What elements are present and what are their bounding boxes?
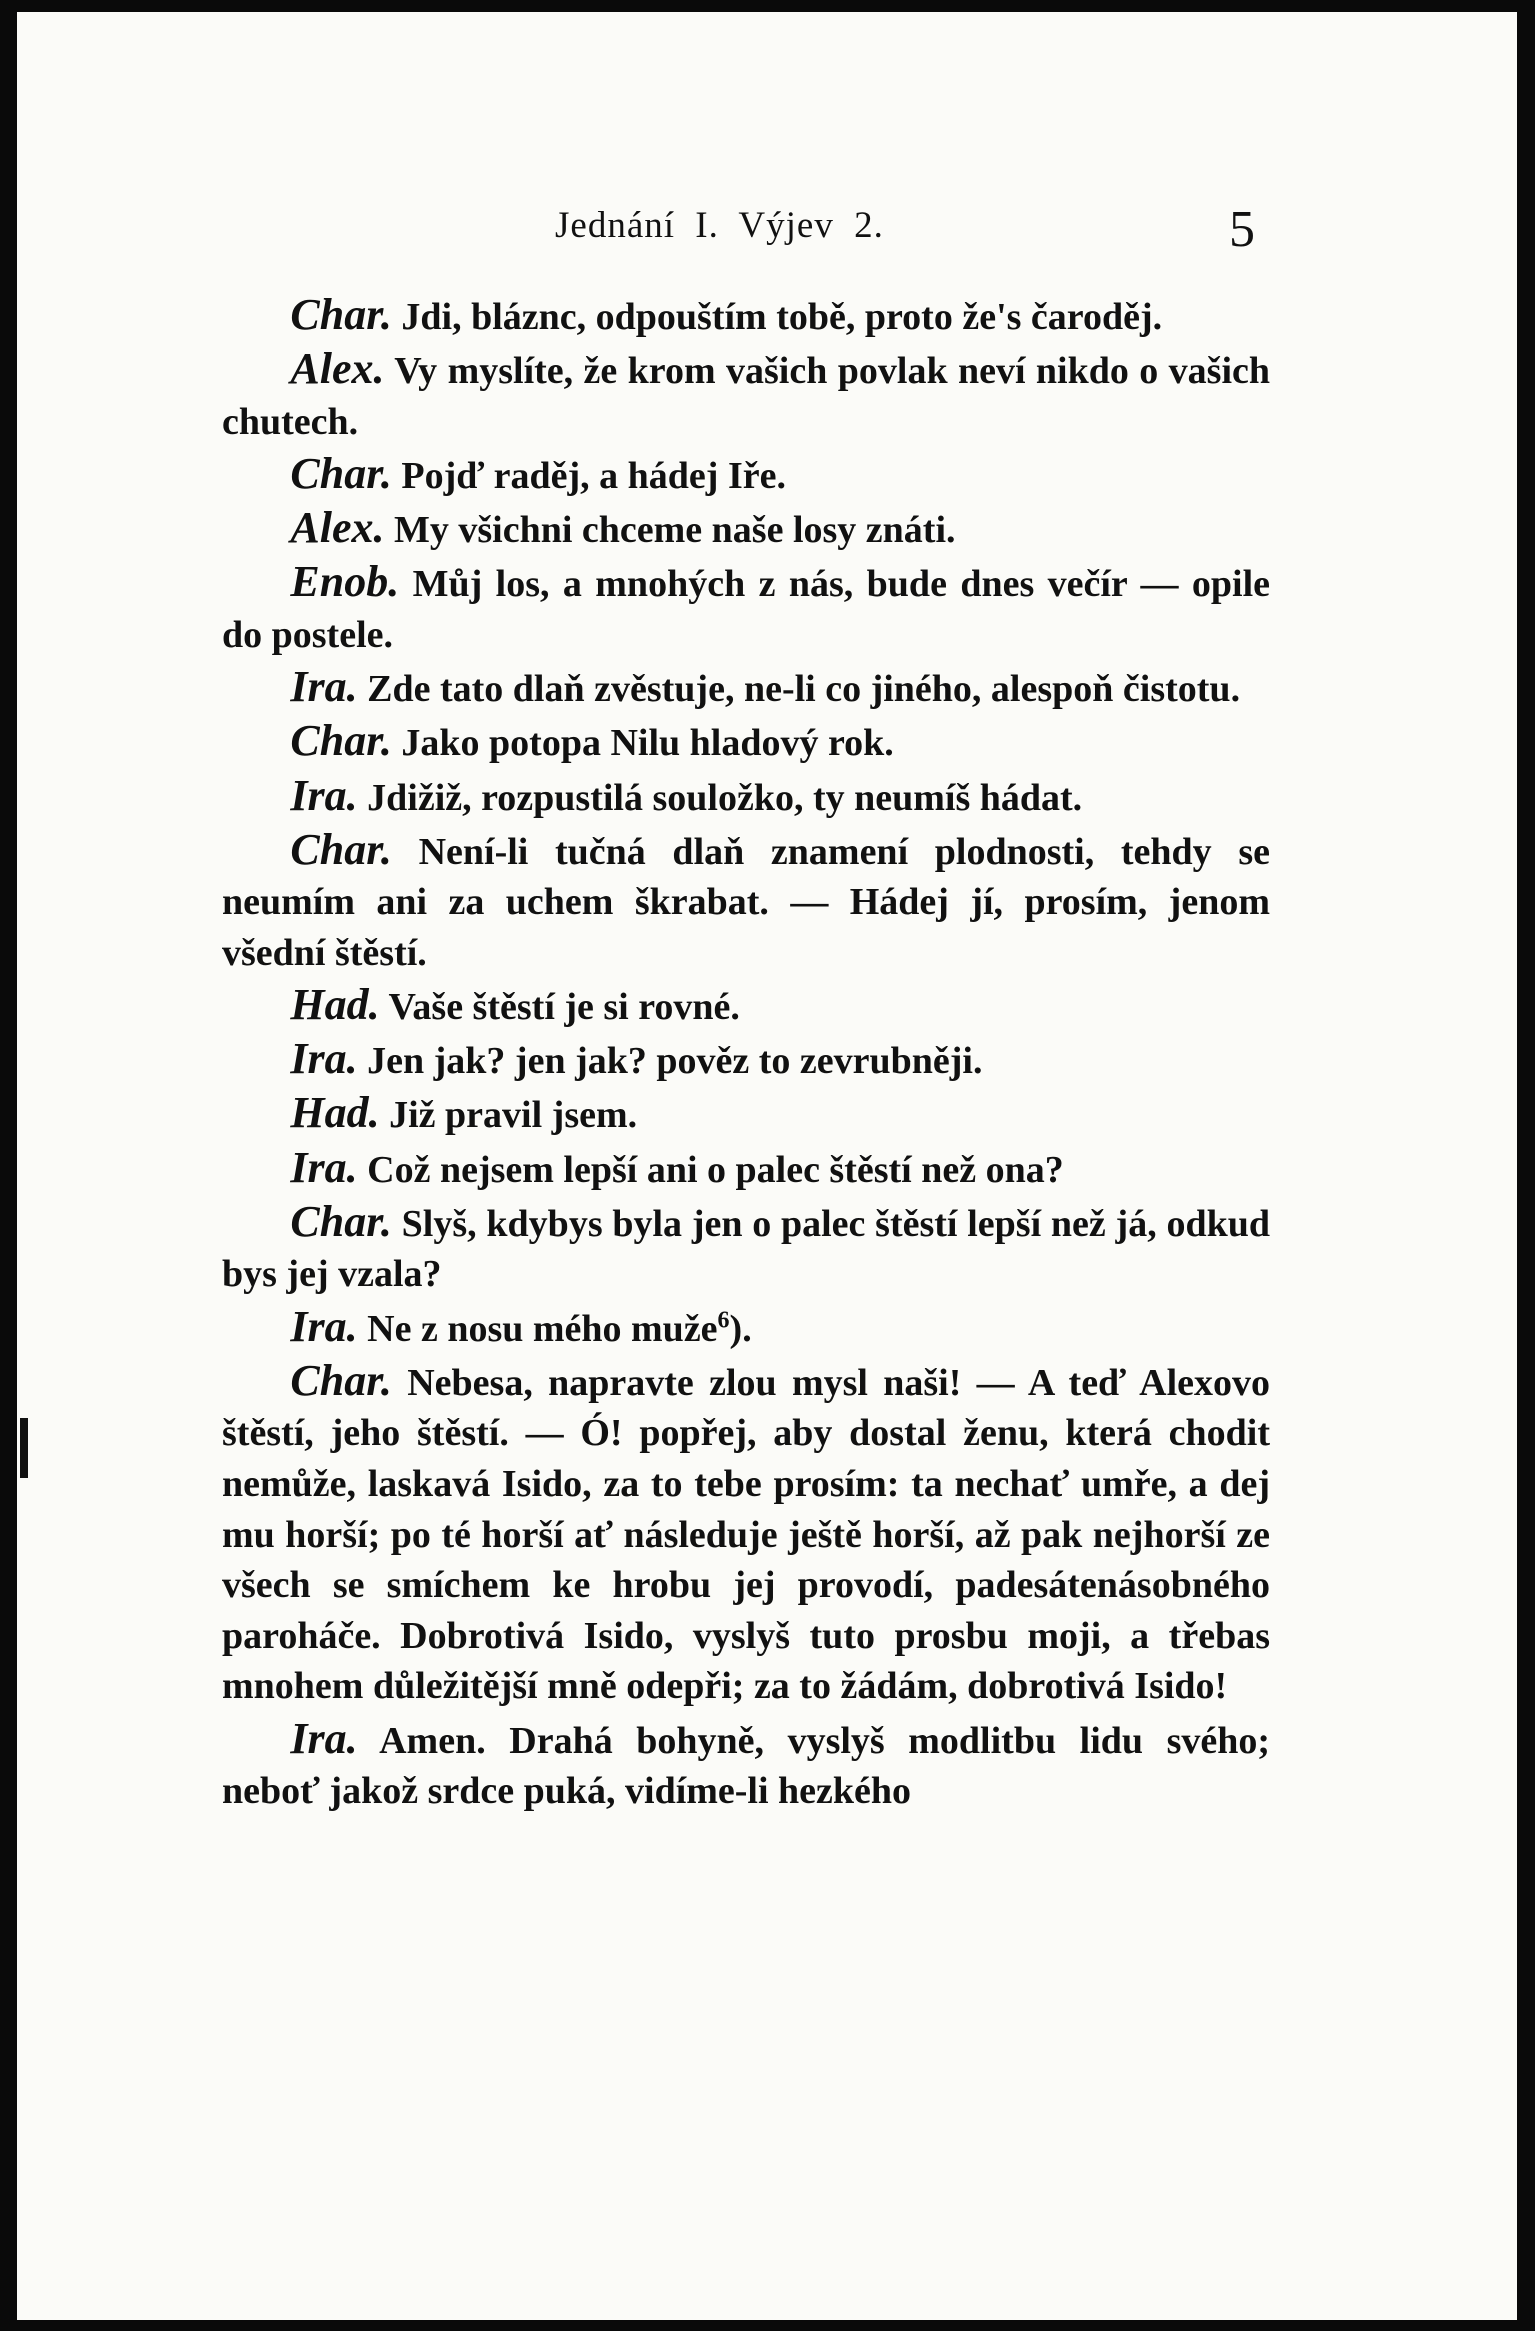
speaker-name: Alex. [290, 503, 385, 553]
speech-text: Můj los, a mnohých z nás, bude dnes večír — opile do postele. [222, 563, 1270, 656]
speech-paragraph [222, 662, 1270, 715]
speech-text: Což nejsem lepší ani o palec štěstí než ona? [367, 1148, 1064, 1191]
speech-text: Zde tato dlaň zvěstuje, ne-li co jiného, alespoň čistotu. [367, 668, 1241, 711]
speech-text: Nebesa, napravte zlou mysl naši! — A teď Alexovo štěstí, jeho štěstí. — Ó! popřej, aby dostal ženu, která chodit nemůže, laskavá Isido, za to tebe prosím: ta nechať umře, a dej mu horší; po té horší ať následuje ještě horší, až pak nejhorší ze všech se smíchem ke hrobu jej provodí, padesátenásobného paroháče. Dobrotivá Isido, vyslyš tuto prosbu moji, a třebas mnohem důležitější mně odepři; za to žádám, dobrotivá Isido! [222, 1361, 1270, 1708]
speech-paragraph [222, 1197, 1270, 1300]
speaker-name: Ira. [290, 1034, 358, 1084]
speech-paragraph [222, 1034, 1270, 1087]
speech-paragraph [222, 503, 1270, 556]
footnote-reference: 6 [717, 1306, 730, 1333]
speaker-name: Char. [290, 716, 392, 766]
speaker-name: Ira. [290, 770, 358, 820]
speech-paragraph [222, 1356, 1270, 1712]
speech-text: Není-li tučná dlaň znamení plodnosti, tehdy se neumím ani za uchem škrabat. — Hádej jí, prosím, jenom všední štěstí. [222, 830, 1270, 974]
speech-text: Vy myslíte, že krom vašich povlak neví nikdo o vašich chutech. [222, 350, 1270, 443]
speech-text: Amen. Drahá bohyně, vyslyš modlitbu lidu svého; neboť jakož srdce puká, vidíme-li hezkého [222, 1719, 1271, 1813]
speech-text: Ne z nosu mého muže [367, 1307, 718, 1350]
speech-paragraph [222, 449, 1270, 502]
speaker-name: Char. [290, 1355, 392, 1405]
speaker-name: Ira. [290, 1301, 358, 1351]
book-page [17, 12, 1517, 2320]
speech-text: My všichni chceme naše losy znáti. [394, 509, 956, 552]
speaker-name: Had. [290, 980, 380, 1030]
speaker-name: Alex. [290, 344, 385, 394]
running-head: Jednání I. Výjev 2. [555, 205, 884, 246]
speech-paragraph [222, 1302, 1270, 1355]
speech-text: Jdi, bláznc, odpouštím tobě, proto že's čaroděj. [401, 296, 1163, 338]
speech-paragraph [222, 825, 1270, 979]
play-text [222, 290, 1270, 1818]
speech-paragraph [222, 771, 1270, 824]
speech-text: Již pravil jsem. [389, 1094, 638, 1137]
speaker-name: Char. [290, 290, 392, 339]
speech-paragraph [222, 290, 1270, 343]
page-number: 5 [1229, 201, 1255, 258]
speech-text: Slyš, kdybys byla jen o palec štěstí lepší než já, odkud bys jej vzala? [222, 1202, 1270, 1296]
speaker-name: Char. [290, 448, 392, 498]
speech-text-end: ). [729, 1307, 752, 1350]
speech-paragraph [222, 344, 1270, 447]
speaker-name: Char. [290, 824, 392, 874]
speech-text: Jdižiž, rozpustilá souložko, ty neumíš hádat. [367, 776, 1083, 819]
speech-text: Pojď raděj, a hádej Iře. [401, 454, 786, 497]
page-header [17, 200, 1517, 260]
speaker-name: Ira. [290, 1142, 358, 1192]
speaker-name: Char. [290, 1196, 392, 1246]
speech-text: Jen jak? jen jak? pověz to zevrubněji. [367, 1040, 983, 1083]
scan-edge-mark [20, 1418, 28, 1478]
speech-paragraph [222, 1714, 1270, 1817]
speech-text: Vaše štěstí je si rovné. [388, 986, 740, 1029]
speech-paragraph [222, 1143, 1270, 1196]
speech-paragraph [222, 716, 1270, 769]
speaker-name: Ira. [290, 662, 358, 712]
speaker-name: Enob. [290, 557, 400, 607]
speaker-name: Had. [290, 1088, 380, 1138]
speech-paragraph [222, 980, 1270, 1033]
speech-paragraph [222, 557, 1270, 660]
speech-paragraph [222, 1088, 1270, 1141]
speech-text: Jako potopa Nilu hladový rok. [401, 722, 894, 765]
speaker-name: Ira. [290, 1713, 358, 1763]
